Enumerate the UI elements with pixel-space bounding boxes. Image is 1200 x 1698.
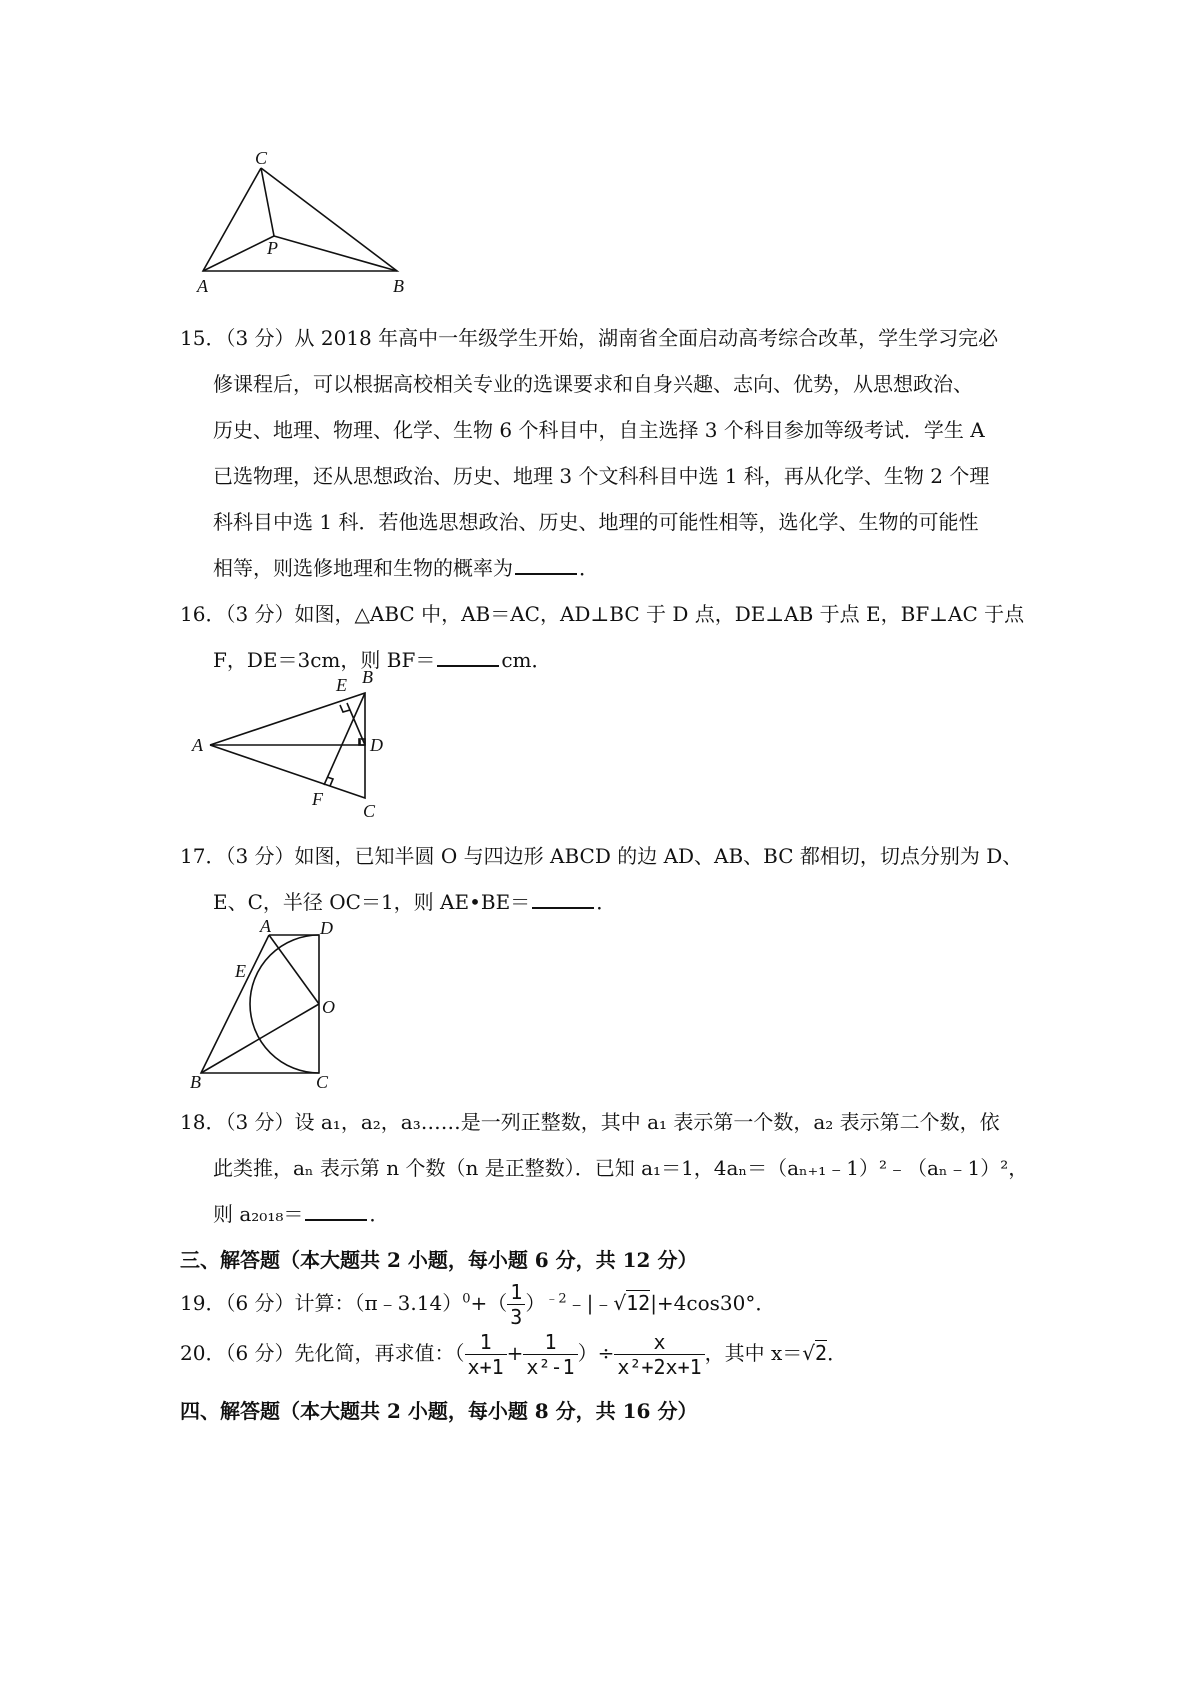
label-b: B bbox=[393, 276, 404, 296]
quadrilateral-abcd-outline bbox=[201, 935, 319, 1073]
q20-f1-den: x+1 bbox=[467, 1355, 504, 1379]
segment-bp bbox=[274, 236, 397, 271]
q15-line-3: 历史、地理、物理、化学、生物 6 个科目中，自主选择 3 个科目参加等级考试．学生 A bbox=[213, 418, 985, 442]
label-c: C bbox=[255, 148, 268, 168]
q15-line-5: 科科目中选 1 科．若他选思想政治、历史、地理的可能性相等，选化学、生物的可能性 bbox=[213, 510, 979, 534]
q18-line-1: 18．（3 分）设 a₁，a₂，a₃……是一列正整数，其中 a₁ 表示第一个数，a₂ 表示第二个数，依 bbox=[180, 1110, 1000, 1134]
q17-answer-blank[interactable] bbox=[532, 889, 594, 909]
figure-triangle-abc-p bbox=[195, 148, 425, 298]
q20-prefix: 20．（6 分）先化简，再求值：（ bbox=[180, 1341, 465, 1365]
sqrt-icon: √ bbox=[613, 1291, 627, 1315]
label-a: A bbox=[197, 276, 208, 296]
q18-line3-suffix: ． bbox=[369, 1202, 390, 1226]
q19-abs-part: ﹣|﹣ bbox=[566, 1291, 614, 1315]
label-a: A bbox=[192, 735, 203, 755]
q18-line3-prefix: 则 a₂₀₁₈＝ bbox=[213, 1202, 304, 1226]
q19-prefix: 19．（6 分）计算：（π﹣3.14） bbox=[180, 1291, 463, 1315]
q20-f3-den: x²+2x+1 bbox=[617, 1355, 702, 1379]
q19-tail: |+4cos30°． bbox=[650, 1291, 776, 1315]
label-d: D bbox=[320, 918, 333, 938]
q16-line-1: 16．（3 分）如图，△ABC 中，AB＝AC，AD⊥BC 于 D 点，DE⊥AB 于点 E，BF⊥AC 于点 bbox=[180, 602, 1025, 626]
q18-line-3 bbox=[213, 1198, 389, 1227]
label-d: D bbox=[370, 735, 383, 755]
q19-exp-neg2: ﹣2 bbox=[545, 1291, 567, 1307]
label-o: O bbox=[322, 997, 335, 1017]
label-e: E bbox=[336, 675, 347, 695]
q20-mid: ，其中 x＝ bbox=[704, 1341, 803, 1365]
label-b: B bbox=[190, 1072, 201, 1090]
segment-cp bbox=[261, 168, 274, 236]
label-p: P bbox=[267, 238, 278, 258]
label-b: B bbox=[362, 667, 373, 687]
q20-plus: + bbox=[506, 1341, 524, 1365]
q15-line-1: 15．（3 分）从 2018 年高中一年级学生开始，湖南省全面启动高考综合改革，学生学习完必 bbox=[180, 326, 999, 350]
q19-frac-den: 3 bbox=[510, 1305, 523, 1329]
q15-answer-blank[interactable] bbox=[515, 555, 577, 575]
q20-sqrt-value: 2 bbox=[815, 1341, 828, 1365]
q16-line2-suffix: cm． bbox=[501, 648, 552, 672]
label-c: C bbox=[363, 801, 376, 821]
q19-fraction bbox=[507, 1280, 525, 1329]
label-e: E bbox=[235, 961, 246, 981]
q15-last-prefix: 相等，则选修地理和生物的概率为 bbox=[213, 556, 513, 580]
section-3-heading: 三、解答题（本大题共 2 小题，每小题 6 分，共 12 分） bbox=[180, 1248, 698, 1272]
q20-f1-num: 1 bbox=[465, 1330, 507, 1355]
segment-ao bbox=[269, 935, 319, 1004]
section-4-heading: 四、解答题（本大题共 2 小题，每小题 8 分，共 16 分） bbox=[180, 1399, 698, 1423]
q20-div: ）÷ bbox=[577, 1341, 615, 1365]
q17-line2-suffix: ． bbox=[596, 890, 617, 914]
q19-line bbox=[180, 1280, 775, 1329]
q20-fraction-1 bbox=[465, 1330, 507, 1379]
q20-line bbox=[180, 1330, 847, 1379]
q20-f3-num: x bbox=[614, 1330, 704, 1355]
label-f: F bbox=[312, 789, 323, 809]
q20-f2-den: x²-1 bbox=[526, 1355, 575, 1379]
q15-line-4: 已选物理，还从思想政治、历史、地理 3 个文科科目中选 1 科，再从化学、生物 2 个理 bbox=[213, 464, 990, 488]
q20-fraction-2 bbox=[523, 1330, 577, 1379]
q20-fraction-3 bbox=[614, 1330, 704, 1379]
triangle-abc-outline bbox=[203, 168, 397, 271]
q19-sqrt-value: 12 bbox=[626, 1291, 651, 1315]
sqrt-icon: √ bbox=[802, 1341, 816, 1365]
q15-last-suffix: ． bbox=[579, 556, 599, 580]
q17-line-1: 17．（3 分）如图，已知半圆 O 与四边形 ABCD 的边 AD、AB、BC 都相切，切点分别为 D、 bbox=[180, 844, 1023, 868]
q20-end: ． bbox=[827, 1341, 848, 1365]
q19-close-paren: ） bbox=[525, 1291, 546, 1315]
q18-answer-blank[interactable] bbox=[305, 1201, 367, 1221]
label-c: C bbox=[316, 1072, 329, 1090]
q17-line2-prefix: E、C，半径 OC＝1，则 AE•BE＝ bbox=[213, 890, 531, 914]
q16-line2-prefix: F，DE＝3cm，则 BF＝ bbox=[213, 648, 436, 672]
q20-f2-num: 1 bbox=[523, 1330, 577, 1355]
q19-plus-paren: +（ bbox=[470, 1291, 508, 1315]
q19-frac-num: 1 bbox=[507, 1280, 525, 1305]
q16-answer-blank[interactable] bbox=[437, 647, 499, 667]
q18-line-2: 此类推，aₙ 表示第 n 个数（n 是正整数）．已知 a₁＝1，4aₙ＝（aₙ₊₁﹣1）²﹣（aₙ﹣1）²， bbox=[213, 1156, 1029, 1180]
q17-line-2 bbox=[213, 886, 616, 915]
figure-semicircle-quadrilateral bbox=[188, 915, 358, 1090]
q15-line-6 bbox=[213, 552, 599, 581]
q15-line-2: 修课程后，可以根据高校相关专业的选课要求和自身兴趣、志向、优势，从思想政治、 bbox=[213, 372, 973, 396]
figure-triangle-abc-altitudes bbox=[190, 665, 420, 825]
q19-exp-zero: 0 bbox=[462, 1291, 471, 1307]
label-a: A bbox=[260, 916, 271, 936]
